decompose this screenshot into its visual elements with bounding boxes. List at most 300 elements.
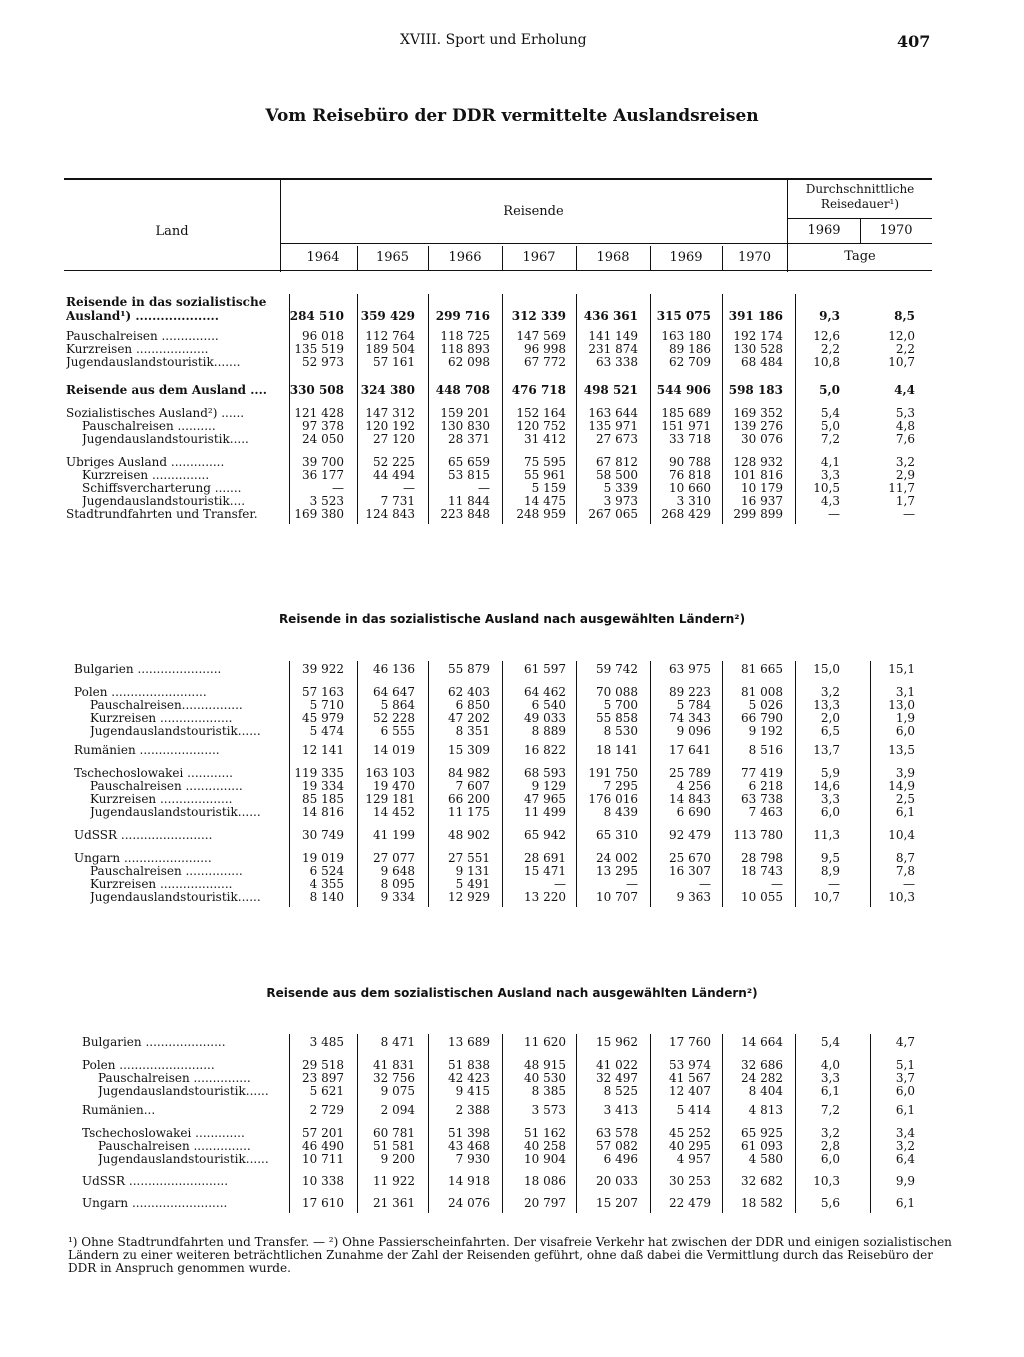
cell-value: 3,4 [895, 1126, 915, 1140]
cell-value: 448 708 [435, 383, 490, 397]
cell-value: 7,2 [820, 432, 840, 446]
table3-subtitle: Reisende aus dem sozialistischen Ausland nach ausgewählten Ländern²) [266, 986, 758, 1000]
cell-value: 51 838 [448, 1058, 490, 1072]
cell-value: 97 378 [302, 419, 344, 433]
cell-value: 14,9 [888, 779, 915, 793]
cell-value: 15 962 [596, 1035, 638, 1049]
cell-value: 40 295 [669, 1139, 711, 1153]
cell-value: 3,3 [820, 468, 840, 482]
row-label: Übriges Ausland .............. [66, 456, 225, 469]
cell-value: 248 959 [516, 507, 566, 521]
row-label: Polen ......................... [82, 1059, 215, 1072]
cell-value: 9 415 [455, 1084, 490, 1098]
table-row [0, 420, 1024, 433]
cell-value: 24 002 [596, 851, 638, 865]
row-label: UdSSR ........................ [74, 829, 213, 842]
cell-value: 299 899 [733, 507, 783, 521]
table-row [0, 433, 1024, 446]
cell-value: 4 256 [676, 779, 711, 793]
cell-value: 30 076 [741, 432, 783, 446]
cell-value: 27 120 [373, 432, 415, 446]
cell-value: 46 490 [302, 1139, 344, 1153]
cell-value: 65 942 [524, 828, 566, 842]
cell-value: 81 665 [741, 662, 783, 676]
cell-value: — [903, 507, 915, 521]
cell-value: 13 689 [448, 1035, 490, 1049]
cell-value: 65 310 [596, 828, 638, 842]
cell-value: 62 709 [669, 355, 711, 369]
cell-value: 89 186 [669, 342, 711, 356]
cell-value: 118 725 [440, 329, 490, 343]
cell-value: 24 050 [302, 432, 344, 446]
cell-value: 9 096 [676, 724, 711, 738]
cell-value: 24 282 [741, 1071, 783, 1085]
cell-value: 40 530 [524, 1071, 566, 1085]
page-number: 407 [897, 32, 931, 51]
cell-value: 14 452 [373, 805, 415, 819]
cell-value: 5 700 [603, 698, 638, 712]
cell-value: 9,9 [895, 1174, 915, 1188]
column-divider [502, 294, 503, 524]
cell-value: 6 555 [380, 724, 415, 738]
cell-value: 53 974 [669, 1058, 711, 1072]
table2-subtitle: Reisende in das sozialistische Ausland nach ausgewählten Ländern²) [278, 612, 746, 626]
cell-value: 191 750 [588, 766, 638, 780]
cell-value: 49 033 [524, 711, 566, 725]
header-reisedauer: Durchschnittliche Reisedauer¹) [805, 182, 915, 211]
row-label: Schiffsvercharterung ....... [82, 482, 242, 495]
cell-value: 6,0 [820, 1152, 840, 1166]
cell-value: 13,7 [813, 743, 840, 757]
cell-value: 4,0 [820, 1058, 840, 1072]
cell-value: 51 581 [373, 1139, 415, 1153]
cell-value: 4 355 [309, 877, 344, 891]
cell-value: 9 129 [531, 779, 566, 793]
cell-value: 31 412 [524, 432, 566, 446]
cell-value: 48 902 [448, 828, 490, 842]
cell-value: 330 508 [289, 383, 344, 397]
cell-value: 84 982 [448, 766, 490, 780]
cell-value: 25 670 [669, 851, 711, 865]
cell-value: 391 186 [728, 309, 783, 323]
cell-value: 1,9 [895, 711, 915, 725]
column-divider [795, 1034, 796, 1213]
column-divider [576, 294, 577, 524]
column-divider [795, 661, 796, 907]
cell-value: 9 131 [455, 864, 490, 878]
cell-value: 28 691 [524, 851, 566, 865]
column-divider [428, 246, 429, 270]
cell-value: 47 202 [448, 711, 490, 725]
cell-value: 3,2 [820, 1126, 840, 1140]
cell-value: 52 973 [302, 355, 344, 369]
cell-value: 74 343 [669, 711, 711, 725]
cell-value: 60 781 [373, 1126, 415, 1140]
cell-value: 118 893 [440, 342, 490, 356]
cell-value: 11 844 [448, 494, 490, 508]
cell-value: 55 961 [524, 468, 566, 482]
cell-value: 2 729 [309, 1103, 344, 1117]
header-year-1966: 1966 [448, 250, 482, 265]
column-divider [576, 661, 577, 907]
cell-value: 267 065 [588, 507, 638, 521]
cell-value: 312 339 [511, 309, 566, 323]
cell-value: 65 925 [741, 1126, 783, 1140]
cell-value: 5,9 [820, 766, 840, 780]
column-divider [722, 294, 723, 524]
row-label: Pauschalreisen ............... [90, 865, 243, 878]
row-label: Pauschalreisen................ [90, 699, 243, 712]
cell-value: 10,3 [813, 1174, 840, 1188]
cell-value: 18 582 [741, 1196, 783, 1210]
cell-value: 9 075 [380, 1084, 415, 1098]
cell-value: 96 998 [524, 342, 566, 356]
cell-value: 3 573 [531, 1103, 566, 1117]
column-divider [650, 246, 651, 270]
cell-value: 139 276 [733, 419, 783, 433]
header-year-1967: 1967 [522, 250, 556, 265]
cell-value: 19 019 [302, 851, 344, 865]
cell-value: 10,8 [813, 355, 840, 369]
cell-value: 3,1 [895, 685, 915, 699]
cell-value: 6 496 [603, 1152, 638, 1166]
column-divider [502, 1034, 503, 1213]
cell-value: 121 428 [294, 406, 344, 420]
cell-value: 92 479 [669, 828, 711, 842]
cell-value: 2 094 [380, 1103, 415, 1117]
row-label: Tschechoslowakei ............ [74, 767, 233, 780]
cell-value: 20 797 [524, 1196, 566, 1210]
cell-value: 13 220 [524, 890, 566, 904]
cell-value: 4 813 [748, 1103, 783, 1117]
cell-value: 3 310 [676, 494, 711, 508]
column-divider [357, 294, 358, 524]
cell-value: 3 973 [603, 494, 638, 508]
cell-value: 41 199 [373, 828, 415, 842]
cell-value: 4,8 [895, 419, 915, 433]
cell-value: 18 141 [596, 743, 638, 757]
cell-value: 16 822 [524, 743, 566, 757]
cell-value: 185 689 [661, 406, 711, 420]
cell-value: 67 812 [596, 455, 638, 469]
cell-value: 65 659 [448, 455, 490, 469]
cell-value: 45 252 [669, 1126, 711, 1140]
row-label: Pauschalreisen ............... [98, 1072, 251, 1085]
column-divider [357, 1034, 358, 1213]
table-row [0, 508, 1024, 521]
row-label: Sozialistisches Ausland²) ...... [66, 407, 245, 420]
table-row [0, 407, 1024, 420]
column-divider [357, 246, 358, 270]
cell-value: 268 429 [661, 507, 711, 521]
cell-value: 22 479 [669, 1196, 711, 1210]
page-title: Vom Reisebüro der DDR vermittelte Auslandsreisen [265, 106, 759, 126]
cell-value: 2,2 [895, 342, 915, 356]
column-divider [280, 180, 281, 272]
cell-value: 12,0 [888, 329, 915, 343]
cell-value: 13 295 [596, 864, 638, 878]
cell-value: 3,9 [895, 766, 915, 780]
cell-value: 1,7 [895, 494, 915, 508]
row-label: Rumänien ..................... [74, 744, 220, 757]
cell-value: 17 641 [669, 743, 711, 757]
cell-value: 8,5 [894, 309, 915, 323]
table-row [0, 482, 1024, 495]
cell-value: 9,3 [819, 309, 840, 323]
cell-value: 231 874 [588, 342, 638, 356]
cell-value: 6,1 [895, 1103, 915, 1117]
cell-value: 15,1 [888, 662, 915, 676]
cell-value: 51 398 [448, 1126, 490, 1140]
cell-value: 40 258 [524, 1139, 566, 1153]
cell-value: 66 200 [448, 792, 490, 806]
cell-value: 13,0 [888, 698, 915, 712]
cell-value: 4 580 [748, 1152, 783, 1166]
cell-value: 32 682 [741, 1174, 783, 1188]
footnotes: ¹) Ohne Stadtrundfahrten und Transfer. — ²) Ohne Passierscheinfahrten. Der visafreie Verkehr hat zwischen der DDR und einigen sozialistischen Ländern zu einer weiteren beträchtlichen Zunahme der Zahl der Reisenden geführt, ohne daß dabei die Vermittlung durch das Reisebüro der DDR in Anspruch genommen wurde. [68, 1235, 952, 1275]
bottom-rule [64, 270, 932, 271]
header-year-1970: 1970 [737, 250, 772, 265]
table-row [0, 456, 1024, 469]
cell-value: 151 971 [661, 419, 711, 433]
cell-value: 62 098 [448, 355, 490, 369]
cell-value: 8 471 [380, 1035, 415, 1049]
table-row [0, 310, 1024, 323]
cell-value: 8 525 [603, 1084, 638, 1098]
table-row [0, 469, 1024, 482]
cell-value: 16 937 [741, 494, 783, 508]
cell-value: 5 474 [309, 724, 344, 738]
cell-value: 61 597 [524, 662, 566, 676]
cell-value: 15 309 [448, 743, 490, 757]
row-label: Tschechoslowakei ............. [82, 1127, 245, 1140]
cell-value: 64 462 [524, 685, 566, 699]
cell-value: 19 334 [302, 779, 344, 793]
cell-value: 24 076 [448, 1196, 490, 1210]
cell-value: 11,7 [888, 481, 915, 495]
cell-value: 8 404 [748, 1084, 783, 1098]
column-divider [576, 246, 577, 270]
cell-value: 147 312 [365, 406, 415, 420]
cell-value: 96 018 [302, 329, 344, 343]
cell-value: 13,3 [813, 698, 840, 712]
cell-value: 130 528 [733, 342, 783, 356]
cell-value: 66 790 [741, 711, 783, 725]
cell-value: 17 760 [669, 1035, 711, 1049]
cell-value: 63 975 [669, 662, 711, 676]
column-divider [289, 661, 290, 907]
cell-value: 52 225 [373, 455, 415, 469]
cell-value: 33 718 [669, 432, 711, 446]
row-label: Bulgarien ...................... [74, 663, 222, 676]
column-divider [502, 661, 503, 907]
cell-value: 13,5 [888, 743, 915, 757]
cell-value: 8,7 [895, 851, 915, 865]
row-label: Jugendauslandstouristik..... [82, 433, 249, 446]
cell-value: 10,3 [888, 890, 915, 904]
cell-value: 10,5 [813, 481, 840, 495]
cell-value: 169 380 [294, 507, 344, 521]
row-label: Jugendauslandstouristik...... [90, 891, 261, 904]
cell-value: 75 595 [524, 455, 566, 469]
cell-value: 12 141 [302, 743, 344, 757]
cell-value: 18 086 [524, 1174, 566, 1188]
cell-value: 163 180 [661, 329, 711, 343]
cell-value: 10 055 [741, 890, 783, 904]
cell-value: 44 494 [373, 468, 415, 482]
table-row [0, 343, 1024, 356]
cell-value: — [699, 877, 711, 891]
cell-value: 7,6 [895, 432, 915, 446]
cell-value: 57 082 [596, 1139, 638, 1153]
header-reisende: Reisende [503, 204, 564, 219]
cell-value: 41 831 [373, 1058, 415, 1072]
cell-value: 55 879 [448, 662, 490, 676]
cell-value: 7 731 [380, 494, 415, 508]
row-label: Kurzreisen ................... [90, 878, 233, 891]
cell-value: 10 707 [596, 890, 638, 904]
cell-value: 5 414 [676, 1103, 711, 1117]
cell-value: 4,4 [894, 383, 915, 397]
cell-value: 23 897 [302, 1071, 344, 1085]
row-label: Ungarn ....................... [74, 852, 212, 865]
cell-value: 17 610 [302, 1196, 344, 1210]
column-divider [289, 294, 290, 524]
row-label: UdSSR .......................... [82, 1175, 229, 1188]
cell-value: 15,0 [813, 662, 840, 676]
row-label: Reisende in das sozialistische [66, 296, 267, 309]
cell-value: 6,0 [895, 1084, 915, 1098]
cell-value: 9 363 [676, 890, 711, 904]
cell-value: 16 307 [669, 864, 711, 878]
cell-value: 119 335 [294, 766, 344, 780]
header-year-1968: 1968 [596, 250, 630, 265]
column-divider [428, 1034, 429, 1213]
header-year-1969: 1969 [669, 250, 703, 265]
cell-value: 9 334 [380, 890, 415, 904]
row-label: Pauschalreisen ............... [98, 1140, 251, 1153]
cell-value: 5 864 [380, 698, 415, 712]
cell-value: 6,0 [820, 805, 840, 819]
row-label: Jugendauslandstouristik....... [66, 356, 241, 369]
cell-value: 39 922 [302, 662, 344, 676]
cell-value: 4,3 [820, 494, 840, 508]
cell-value: 15 207 [596, 1196, 638, 1210]
cell-value: 6 850 [455, 698, 490, 712]
cell-value: 5,4 [820, 1035, 840, 1049]
cell-value: 57 161 [373, 355, 415, 369]
table-row [0, 296, 1024, 309]
cell-value: 9 192 [748, 724, 783, 738]
cell-value: 476 718 [511, 383, 566, 397]
cell-value: 5 339 [603, 481, 638, 495]
cell-value: 39 700 [302, 455, 344, 469]
cell-value: — [554, 877, 566, 891]
cell-value: 129 181 [365, 792, 415, 806]
cell-value: 46 136 [373, 662, 415, 676]
cell-value: 3,2 [895, 455, 915, 469]
column-divider [722, 1034, 723, 1213]
cell-value: — [903, 877, 915, 891]
cell-value: 10 904 [524, 1152, 566, 1166]
row-label: Pauschalreisen ............... [66, 330, 219, 343]
row-label: Polen ......................... [74, 686, 207, 699]
cell-value: 176 016 [588, 792, 638, 806]
row-label: Jugendauslandstouristik...... [98, 1085, 269, 1098]
cell-value: 77 419 [741, 766, 783, 780]
header-dauer-1969: 1969 [807, 223, 841, 238]
row-label: Jugendauslandstouristik.... [82, 495, 246, 508]
cell-value: — [771, 877, 783, 891]
cell-value: 135 971 [588, 419, 638, 433]
cell-value: 3 523 [309, 494, 344, 508]
column-divider [650, 294, 651, 524]
top-rule [64, 178, 932, 180]
row-label: Rumänien... [82, 1104, 156, 1117]
table-row [0, 495, 1024, 508]
row-label: Kurzreisen ............... [82, 469, 210, 482]
cell-value: 6,0 [895, 724, 915, 738]
cell-value: 2,8 [820, 1139, 840, 1153]
header-year-1964: 1964 [306, 250, 340, 265]
column-divider [428, 294, 429, 524]
cell-value: 51 162 [524, 1126, 566, 1140]
cell-value: 41 567 [669, 1071, 711, 1085]
cell-value: 130 830 [440, 419, 490, 433]
cell-value: 28 371 [448, 432, 490, 446]
cell-value: 57 163 [302, 685, 344, 699]
cell-value: 8 140 [309, 890, 344, 904]
cell-value: — [403, 481, 415, 495]
cell-value: 7,2 [820, 1103, 840, 1117]
row-label: Reisende aus dem Ausland .... [66, 384, 267, 397]
column-divider [502, 246, 503, 270]
cell-value: 43 468 [448, 1139, 490, 1153]
row-label: Ausland¹) .................... [66, 310, 219, 323]
cell-value: 18 743 [741, 864, 783, 878]
cell-value: 10 338 [302, 1174, 344, 1188]
cell-value: 14 019 [373, 743, 415, 757]
cell-value: 4 957 [676, 1152, 711, 1166]
cell-value: 4,1 [820, 455, 840, 469]
cell-value: 14,6 [813, 779, 840, 793]
cell-value: 27 673 [596, 432, 638, 446]
cell-value: 113 780 [733, 828, 783, 842]
cell-value: 141 149 [588, 329, 638, 343]
column-divider [795, 294, 796, 524]
cell-value: 223 848 [440, 507, 490, 521]
cell-value: 14 843 [669, 792, 711, 806]
cell-value: 28 798 [741, 851, 783, 865]
cell-value: 30 749 [302, 828, 344, 842]
cell-value: 11 175 [448, 805, 490, 819]
cell-value: 27 551 [448, 851, 490, 865]
table-row [0, 356, 1024, 369]
cell-value: 63 738 [741, 792, 783, 806]
cell-value: 3,3 [820, 792, 840, 806]
cell-value: — [828, 507, 840, 521]
cell-value: 5 491 [455, 877, 490, 891]
cell-value: 8,9 [820, 864, 840, 878]
cell-value: 20 033 [596, 1174, 638, 1188]
row-label: Jugendauslandstouristik...... [98, 1153, 269, 1166]
cell-value: 5,4 [820, 406, 840, 420]
cell-value: 5 784 [676, 698, 711, 712]
cell-value: 192 174 [733, 329, 783, 343]
cell-value: 36 177 [302, 468, 344, 482]
cell-value: 67 772 [524, 355, 566, 369]
cell-value: 436 361 [583, 309, 638, 323]
